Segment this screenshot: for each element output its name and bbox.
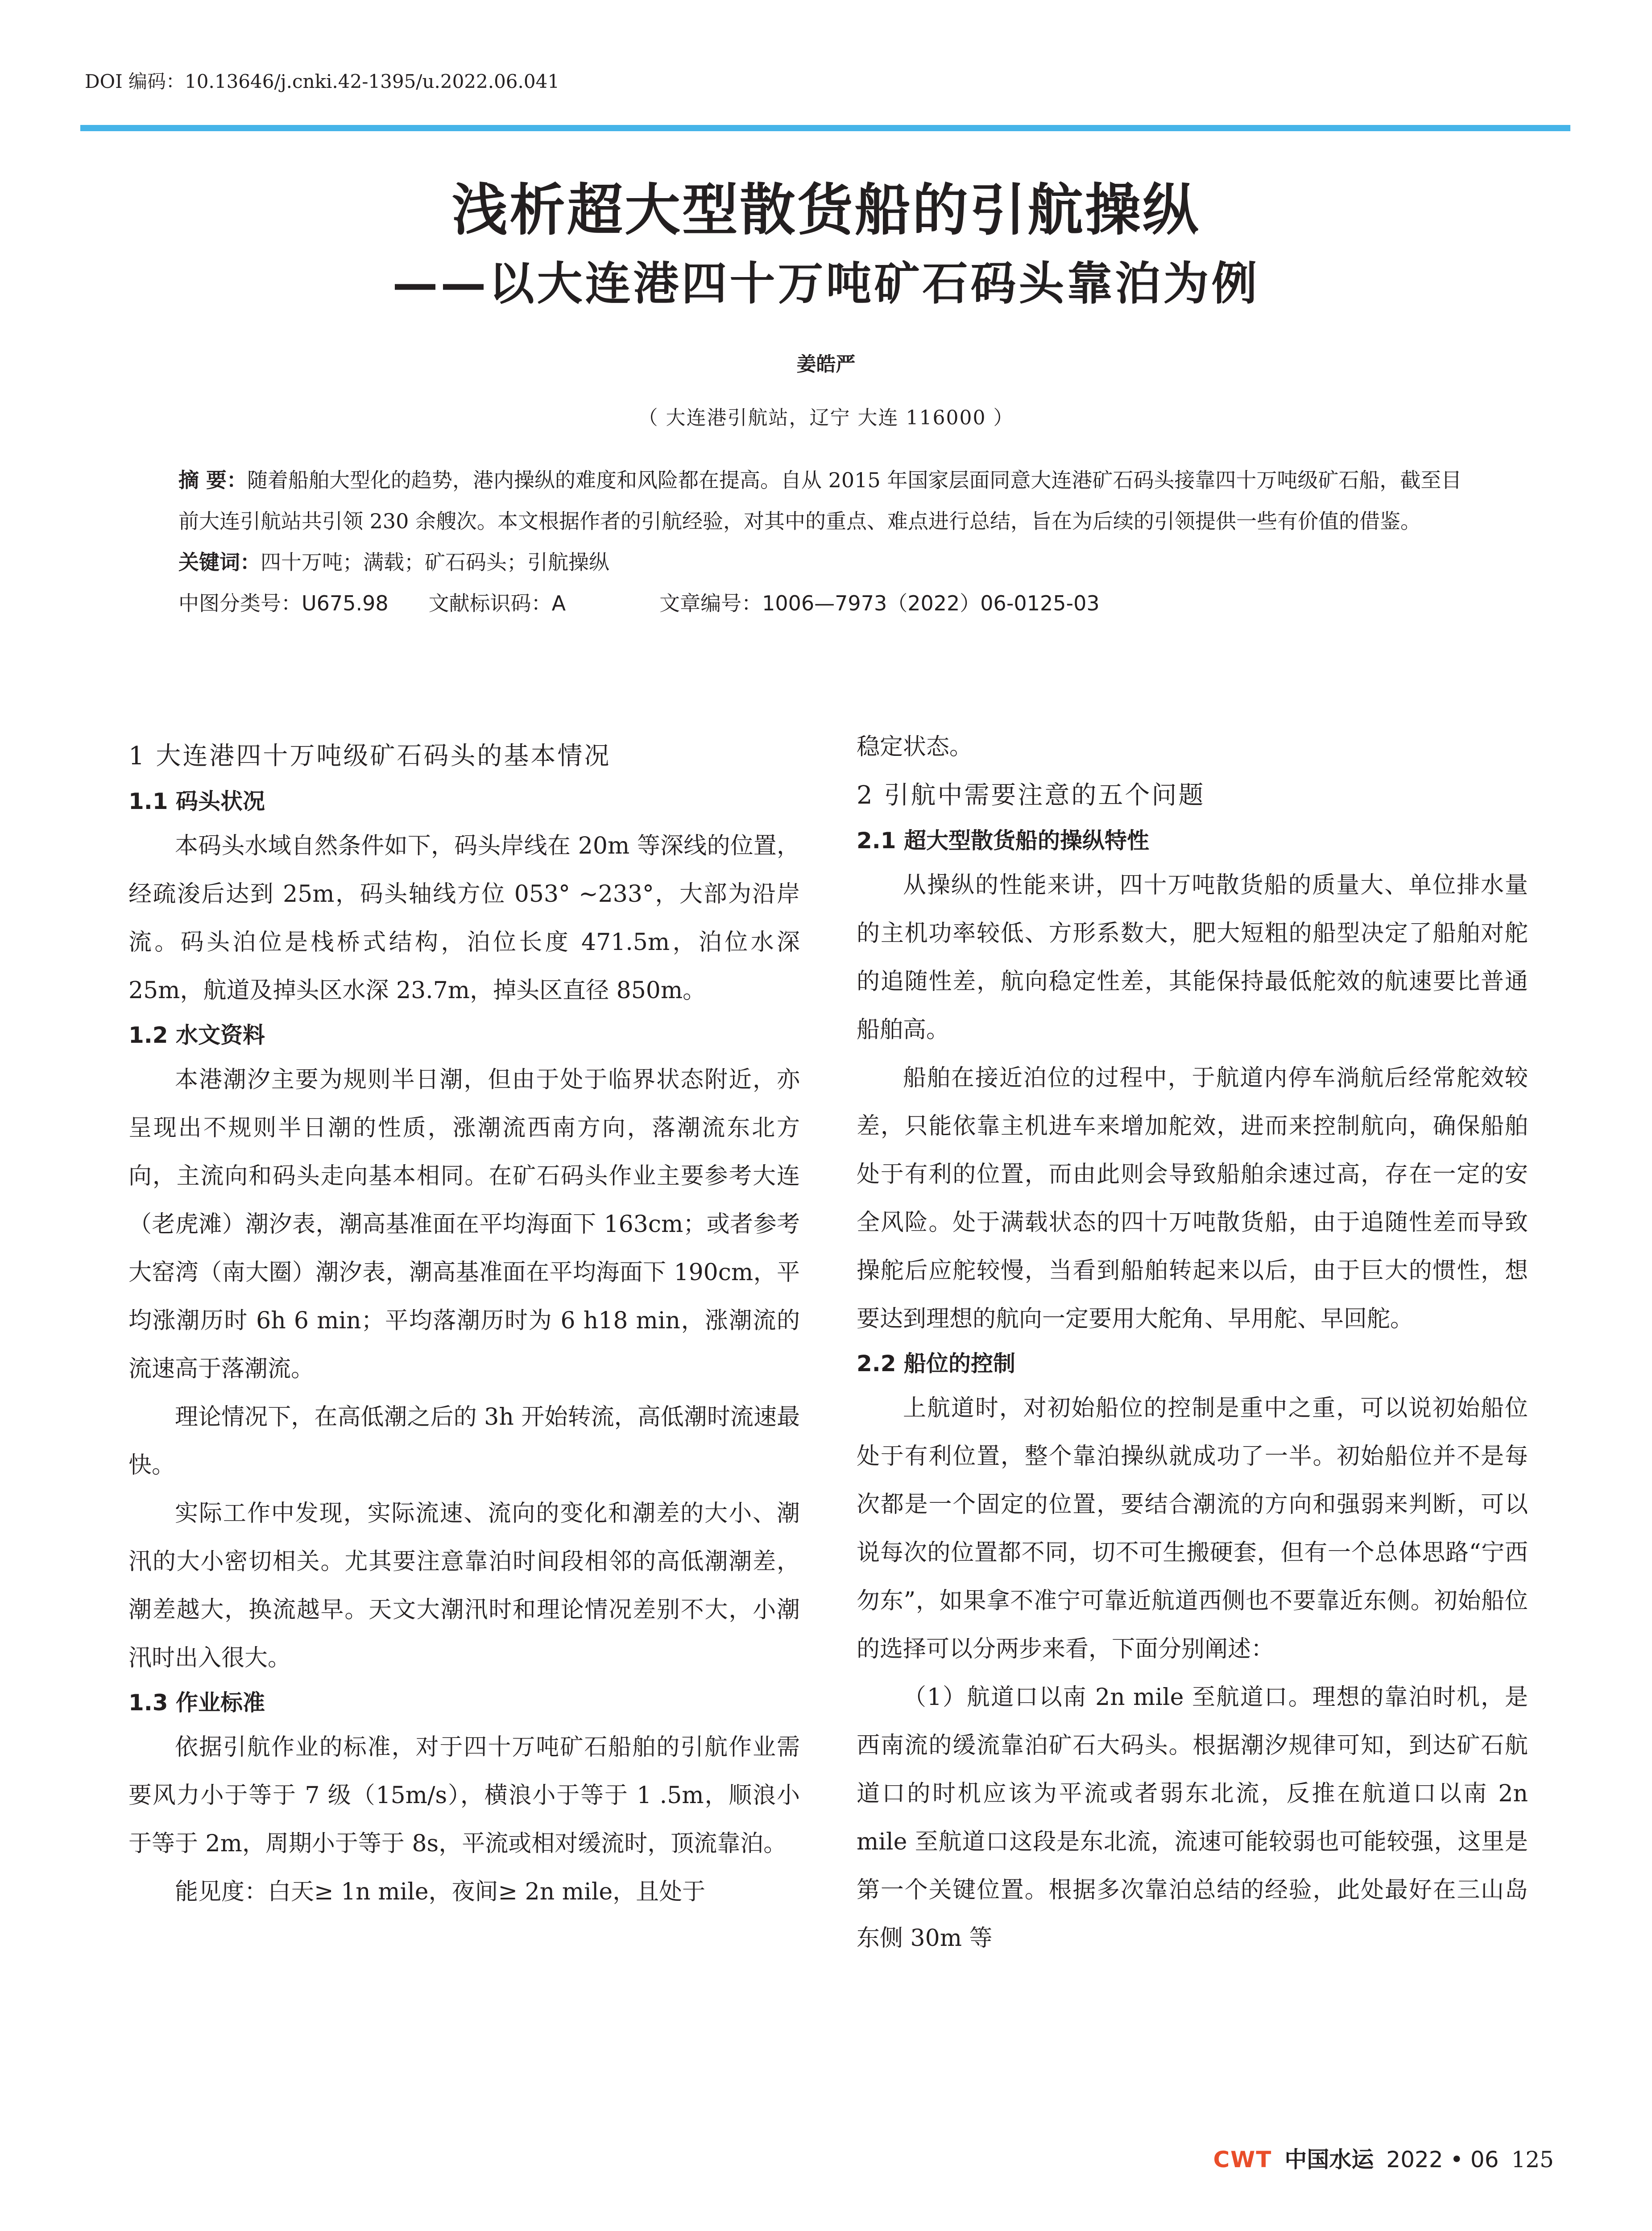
body-paragraph: 实际工作中发现，实际流速、流向的变化和潮差的大小、潮汛的大小密切相关。尤其要注意靠泊时间段相邻的高低潮潮差，潮差越大，换流越早。天文大潮汛时和理论情况差别不大，小潮汛时出入很大。 [128, 1500, 800, 1671]
subsection-heading: 2.2 船位的控制 [857, 1351, 1015, 1377]
abstract-label: 摘 要： [178, 468, 248, 492]
journal-logo: CWT [1213, 2147, 1272, 2173]
issue-date: 2022 • 06 [1386, 2147, 1499, 2173]
body-paragraph: 本码头水域自然条件如下，码头岸线在 20m 等深线的位置，经疏浚后达到 25m，码头轴线方位 053° ~233°，大部为沿岸流。码头泊位是栈桥式结构，泊位长度 471.5m，泊位水深 25m，航道及掉头区水深 23.7m，掉头区直径 850m。 [128, 833, 800, 1004]
subsection-heading: 1.2 水文资料 [128, 1022, 265, 1048]
page-footer [1213, 2142, 1554, 2174]
classification-line [178, 583, 1481, 624]
subsection-heading: 2.1 超大型散货船的操纵特性 [857, 828, 1149, 854]
abstract-paragraph [178, 460, 1481, 542]
body-paragraph: 稳定状态。 [857, 734, 973, 760]
article-subtitle: ——以大连港四十万吨矿石码头靠泊为例 [392, 257, 1260, 311]
body-paragraph: 能见度：白天≥ 1n mile，夜间≥ 2n mile，且处于 [175, 1879, 706, 1905]
keywords-line [178, 542, 1481, 583]
document-code: 文献标识码：A [428, 591, 566, 615]
subsection-heading: 1.1 码头状况 [128, 788, 265, 814]
section-heading: 1 大连港四十万吨级矿石码头的基本情况 [128, 742, 611, 771]
body-paragraph: 船舶在接近泊位的过程中，于航道内停车淌航后经常舵效较差，只能依靠主机进车来增加舵效，进而来控制航向，确保船舶处于有利的位置，而由此则会导致船舶余速过高，存在一定的安全风险。处于满载状态的四十万吨散货船，由于追随性差而导致操舵后应舵较慢，当看到船舶转起来以后，由于巨大的惯性，想要达到理想的航向一定要用大舵角、早用舵、早回舵。 [857, 1065, 1528, 1332]
page-number: 125 [1511, 2147, 1554, 2173]
affiliation: （ 大连港引航站，辽宁 大连 116000 ） [638, 406, 1014, 429]
header-rule [80, 125, 1570, 131]
keywords-label: 关键词： [178, 550, 261, 574]
body-paragraph: 理论情况下，在高低潮之后的 3h 开始转流，高低潮时流速最快。 [128, 1404, 800, 1479]
abstract-text: 随着船舶大型化的趋势，港内操纵的难度和风险都在提高。自从 2015 年国家层面同意大连港矿石码头接靠四十万吨级矿石船，截至目前大连引航站共引领 230 余艘次。本文根据作者的引航经验，对其中的重点、难点进行总结，旨在为后续的引领提供一些有价值的借鉴。 [178, 468, 1462, 533]
body-paragraph: 从操纵的性能来讲，四十万吨散货船的质量大、单位排水量的主机功率较低、方形系数大，肥大短粗的船型决定了船舶对舵的追随性差，航向稳定性差，其能保持最低舵效的航速要比普通船舶高。 [857, 872, 1528, 1043]
clc-number: 中图分类号：U675.98 [178, 591, 389, 615]
right-column [857, 723, 1528, 1962]
body-paragraph: 本港潮汐主要为规则半日潮，但由于处于临界状态附近，亦呈现出不规则半日潮的性质，涨潮流西南方向，落潮流东北方向，主流向和码头走向基本相同。在矿石码头作业主要参考大连（老虎滩）潮汐表，潮高基准面在平均海面下 163cm；或者参考大窑湾（南大圈）潮汐表，潮高基准面在平均海面下 190cm，平均涨潮历时 6h 6 min；平均落潮历时为 6 h18 min，涨潮流的流速高于落潮流。 [128, 1066, 800, 1382]
subsection-heading: 1.3 作业标准 [128, 1690, 265, 1716]
doi-line: DOI 编码：10.13646/j.cnki.42-1395/u.2022.06.041 [85, 70, 560, 92]
body-paragraph: （1）航道口以南 2n mile 至航道口。理想的靠泊时机，是西南流的缓流靠泊矿石大码头。根据潮汐规律可知，到达矿石航道口的时机应该为平流或者弱东北流，反推在航道口以南 2n mile 至航道口这段是东北流，流速可能较弱也可能较强，这里是第一个关键位置。根据多次靠泊总结的经验，此处最好在三山岛东侧 30m 等 [857, 1684, 1528, 1952]
section-heading: 2 引航中需要注意的五个问题 [857, 781, 1205, 810]
left-column [128, 732, 800, 1916]
author: 姜皓严 [796, 353, 856, 376]
keywords: 四十万吨；满载；矿石码头；引航操纵 [261, 550, 609, 574]
body-paragraph: 上航道时，对初始船位的控制是重中之重，可以说初始船位处于有利位置，整个靠泊操纵就成功了一半。初始船位并不是每次都是一个固定的位置，要结合潮流的方向和强弱来判断，可以说每次的位置都不同，切不可生搬硬套，但有一个总体思路“宁西勿东”，如果拿不准宁可靠近航道西侧也不要靠近东侧。初始船位的选择可以分两步来看，下面分别阐述： [857, 1395, 1528, 1663]
body-paragraph: 依据引航作业的标准，对于四十万吨矿石船舶的引航作业需要风力小于等于 7 级（15m/s），横浪小于等于 1 .5m，顺浪小于等于 2m，周期小于等于 8s，平流或相对缓流时，顶流靠泊。 [128, 1734, 800, 1857]
journal-name: 中国水运 [1284, 2146, 1374, 2173]
article-title: 浅析超大型散货船的引航操纵 [452, 178, 1200, 243]
abstract-block [178, 460, 1481, 624]
article-number: 文章编号：1006—7973（2022）06-0125-03 [659, 591, 1100, 615]
